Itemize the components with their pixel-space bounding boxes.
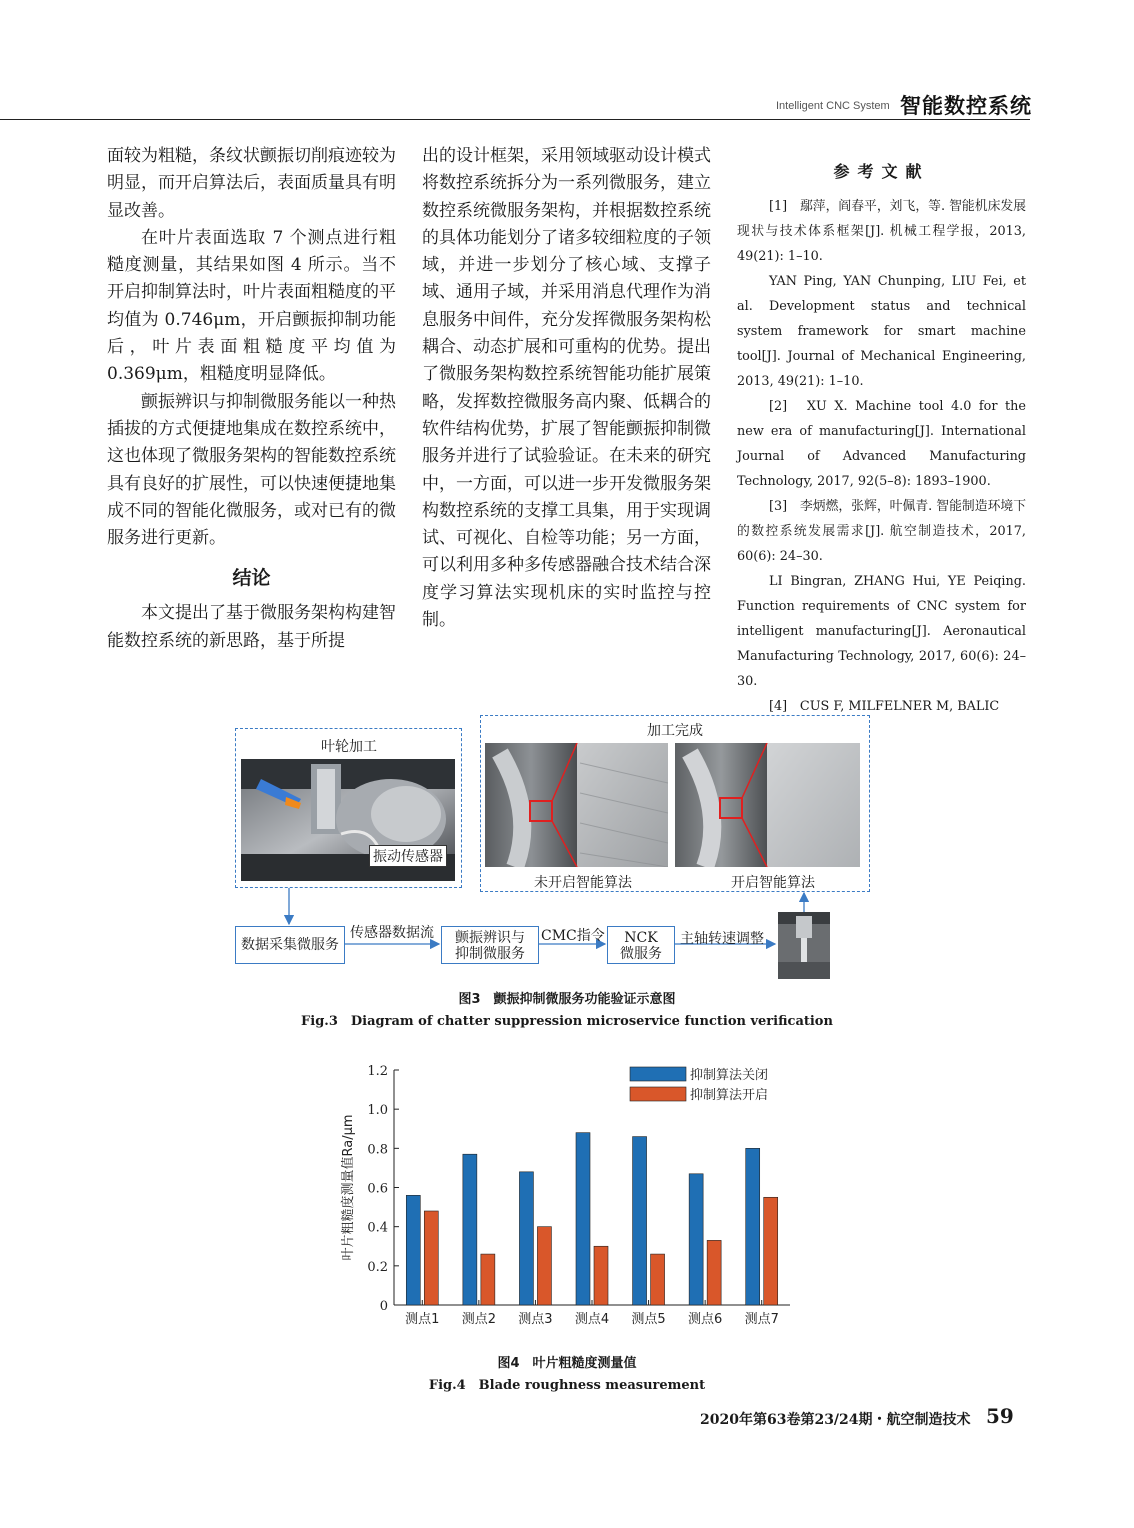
flow-box-label: 微服务	[620, 946, 662, 962]
fig4-caption-cn: 图4 叶片粗糙度测量值	[497, 1356, 637, 1371]
bar-on	[594, 1246, 608, 1305]
flow-label-sensor-stream: 传感器数据流	[350, 925, 434, 941]
y-tick-label: 0	[379, 1299, 388, 1314]
label-algorithm-off: 未开启智能算法	[534, 875, 632, 891]
fig4-caption-en: Fig.4 Blade roughness measurement	[428, 1378, 706, 1393]
bar-off	[633, 1137, 647, 1305]
page-number: 59	[986, 1404, 1014, 1428]
paragraph: 本文提出了基于微服务架构构建智能数控系统的新思路，基于所提	[107, 603, 396, 651]
bar-on	[651, 1254, 665, 1305]
y-tick-label: 0.2	[367, 1259, 388, 1275]
flow-box-nck	[607, 926, 675, 964]
paragraph: 颤振辨识与抑制微服务能以一种热插拔的方式便捷地集成在数控系统中，这也体现了微服务架构的智能数控系统具有良好的扩展性，可以快速便捷地集成不同的智能化微服务，或对已有的微服务进行更新。	[107, 391, 396, 549]
label-algorithm-on: 开启智能算法	[731, 875, 815, 891]
y-tick-label: 0.6	[367, 1181, 388, 1197]
flow-label-spindle: 主轴转速调整	[680, 931, 764, 947]
bar-off	[689, 1174, 703, 1305]
bar-on	[424, 1211, 438, 1305]
footer-journal-info: 2020年第63卷第23/24期・航空制造技术	[700, 1412, 971, 1428]
bar-off	[463, 1154, 477, 1305]
x-tick-label: 测点4	[574, 1312, 610, 1327]
bar-off	[746, 1148, 760, 1305]
x-tick-label: 测点5	[631, 1312, 666, 1327]
y-tick-label: 1.0	[367, 1103, 388, 1119]
paragraph: 面较为粗糙，条纹状颤振切削痕迹较为明显，而开启算法后，表面质量具有明显改善。	[107, 146, 396, 221]
flow-label-cmc: CMC指令	[541, 928, 605, 944]
legend-swatch	[630, 1067, 686, 1081]
bar-off	[519, 1172, 533, 1305]
flow-box-label: NCK	[624, 930, 658, 946]
x-tick-label: 测点7	[744, 1312, 779, 1327]
x-tick-label: 测点6	[688, 1312, 723, 1327]
flow-box-label: 颤振辨识与	[455, 930, 525, 946]
y-tick-label: 1.2	[367, 1064, 388, 1079]
header-journal-cn: 智能数控系统	[900, 94, 1032, 118]
bar-on	[707, 1240, 721, 1305]
y-tick-label: 0.4	[367, 1220, 388, 1236]
section-title-conclusion: 结论	[232, 567, 271, 590]
reference-item: LI Bingran, ZHANG Hui, YE Peiqing. Function requirements of CNC system for intelligent manufacturing[J]. Aeronautical Manufacturing Technology, 2017, 60(6): 24–30.	[737, 574, 1026, 689]
legend-label: 抑制算法开启	[690, 1088, 769, 1103]
references-title: 参考文献	[833, 162, 930, 181]
reference-item: [1] 鄢萍，阎春平，刘飞，等. 智能机床发展现状与技术体系框架[J]. 机械工程学报，2013, 49(21): 1–10.	[737, 199, 1026, 264]
legend-swatch	[630, 1087, 686, 1101]
fig3-box-finished-title: 加工完成	[647, 723, 703, 739]
legend-label: 抑制算法关闭	[690, 1068, 769, 1083]
y-tick-label: 0.8	[367, 1142, 388, 1158]
fig3-caption-en: Fig.3 Diagram of chatter suppression microservice function verification	[301, 1014, 833, 1029]
bar-off	[576, 1133, 590, 1305]
x-tick-label: 测点2	[461, 1312, 496, 1327]
reference-item: [2] XU X. Machine tool 4.0 for the new era of manufacturing[J]. International Journal of Advanced Manufacturing Technology, 2017, 92(5–8): 1893–1900.	[737, 399, 1026, 489]
spindle-photo	[778, 912, 830, 979]
bar-on	[764, 1197, 778, 1305]
x-tick-label: 测点3	[518, 1312, 553, 1327]
x-tick-label: 测点1	[405, 1312, 440, 1327]
fig3-caption-cn: 图3 颤振抑制微服务功能验证示意图	[458, 992, 676, 1007]
paragraph: 出的设计框架，采用领域驱动设计模式将数控系统拆分为一系列微服务，建立数控系统微服务架构，并根据数控系统的具体功能划分了诸多较细粒度的子领域，并进一步划分了核心域、支撑子域、通用子域，并采用消息代理作为消息服务中间件，充分发挥微服务架构松耦合、动态扩展和可重构的优势。提出了微服务架构数控系统智能功能扩展策略，发挥数控微服务高内聚、低耦合的软件结构优势，扩展了智能颤振抑制微服务并进行了试验验证。在未来的研究中，一方面，可以进一步开发微服务架构数控系统的支撑工具集，用于实现调试、可视化、自检等功能；另一方面，可以利用多种多传感器融合技术结合深度学习算法实现机床的实时监控与控制。	[422, 146, 711, 631]
bar-off	[406, 1195, 420, 1305]
paragraph: 在叶片表面选取 7 个测点进行粗糙度测量，其结果如图 4 所示。当不开启抑制算法时，叶片表面粗糙度的平均值为 0.746μm，开启颤振抑制功能后，叶片表面粗糙度平均值为 0.369μm，粗糙度明显降低。	[107, 227, 396, 385]
flow-box-data-acquisition	[235, 926, 345, 964]
flow-box-chatter-service	[441, 926, 539, 964]
fig3-box-machining-title: 叶轮加工	[321, 739, 377, 755]
header-journal-en: Intelligent CNC System	[776, 100, 890, 112]
vibration-sensor-label: 振动传感器	[369, 845, 447, 867]
roughness-bar-chart	[330, 1055, 810, 1345]
bar-on	[481, 1254, 495, 1305]
flow-box-label: 数据采集微服务	[241, 937, 339, 953]
flow-box-label: 抑制微服务	[455, 946, 525, 962]
y-axis-label: 叶片粗糙度测量值Ra/μm	[341, 1114, 356, 1261]
reference-item: [3] 李炳燃，张辉，叶佩青. 智能制造环境下的数控系统发展需求[J]. 航空制造技术，2017, 60(6): 24–30.	[737, 499, 1026, 564]
reference-item: YAN Ping, YAN Chunping, LIU Fei, et al. Development status and technical system framework for smart machine tool[J]. Journal of Mechanical Engineering, 2013, 49(21): 1–10.	[737, 274, 1026, 389]
reference-item: [4] CUS F, MILFELNER M, BALIC	[769, 699, 1000, 714]
bar-on	[537, 1227, 551, 1305]
